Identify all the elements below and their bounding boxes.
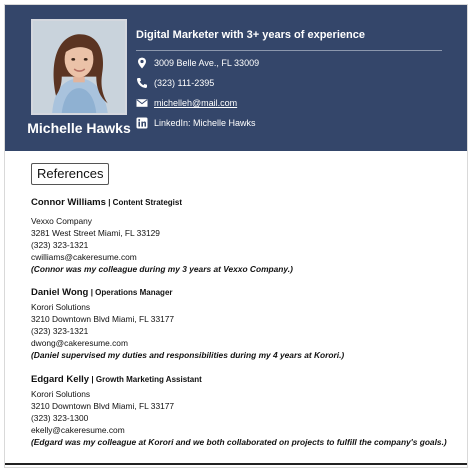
header-divider — [136, 50, 442, 51]
reference-phone: (323) 323-1321 — [31, 326, 89, 336]
reference-address: 3210 Downtown Blvd Miami, FL 33177 — [31, 314, 175, 324]
reference-address: 3210 Downtown Blvd Miami, FL 33177 — [31, 401, 175, 411]
reference-phone: (323) 323-1300 — [31, 413, 89, 423]
address-text: 3009 Belle Ave., FL 33009 — [154, 58, 260, 68]
reference-email: dwong@cakeresume.com — [31, 338, 128, 348]
email-link[interactable]: michelleh@mail.com — [154, 98, 238, 108]
phone-text: (323) 111-2395 — [154, 78, 215, 88]
reference-role: | Content Strategist — [108, 198, 182, 207]
reference-company: Korori Solutions — [31, 302, 91, 312]
reference-email: ekelly@cakeresume.com — [31, 425, 125, 435]
references-heading: References — [31, 163, 109, 185]
phone-icon — [136, 77, 148, 89]
reference-note: (Daniel supervised my duties and responsibilities during my 4 years at Korori.) — [31, 350, 345, 360]
candidate-name: Michelle Hawks — [27, 120, 131, 136]
portrait-image — [33, 21, 125, 113]
reference-item — [31, 196, 293, 275]
profile-photo — [31, 19, 127, 115]
location-pin-icon — [136, 57, 148, 69]
linkedin-text: LinkedIn: Michelle Hawks — [154, 118, 256, 128]
headline: Digital Marketer with 3+ years of experience — [136, 29, 365, 41]
reference-item — [31, 373, 447, 448]
reference-company: Vexxo Company — [31, 216, 92, 226]
resume-page — [4, 4, 468, 468]
reference-email: cwilliams@cakeresume.com — [31, 252, 137, 262]
reference-name: Daniel Wong — [31, 287, 89, 298]
reference-company: Korori Solutions — [31, 389, 91, 399]
linkedin-row — [136, 116, 256, 130]
reference-role: | Growth Marketing Assistant — [91, 375, 202, 384]
phone-row — [136, 76, 214, 90]
resume-header — [5, 5, 467, 151]
linkedin-icon — [136, 117, 148, 129]
reference-note: (Edgard was my colleague at Korori and we both collaborated on projects to fulfill the company's goals.) — [31, 437, 447, 447]
email-row — [136, 96, 237, 110]
reference-item — [31, 286, 344, 361]
reference-address: 3281 West Street Miami, FL 33129 — [31, 228, 160, 238]
bottom-rule — [5, 463, 467, 465]
reference-phone: (323) 323-1321 — [31, 240, 89, 250]
reference-name: Connor Williams — [31, 197, 106, 208]
mail-icon — [136, 97, 148, 109]
reference-note: (Connor was my colleague during my 3 years at Vexxo Company.) — [31, 264, 293, 274]
address-row — [136, 56, 259, 70]
reference-role: | Operations Manager — [90, 288, 173, 297]
reference-name: Edgard Kelly — [31, 374, 90, 385]
